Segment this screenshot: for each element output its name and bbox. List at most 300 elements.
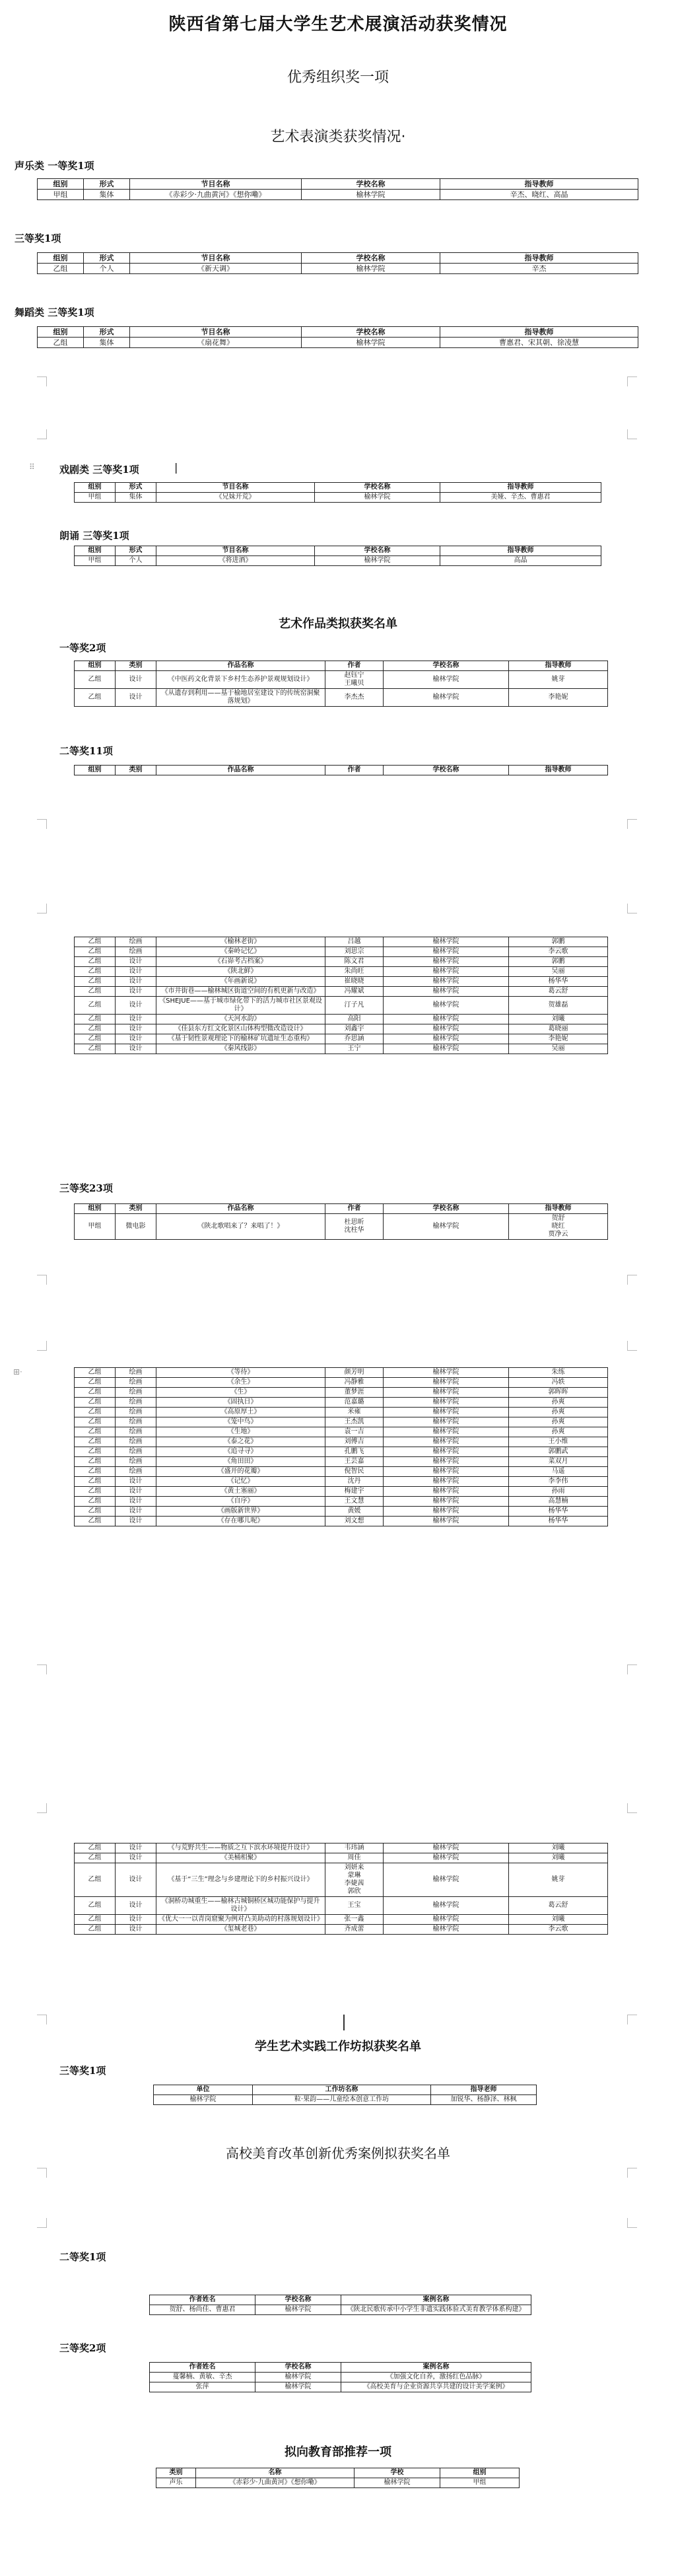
table-row: [75, 1467, 608, 1477]
reform-heading: 高校美育改革创新优秀案例拟获奖名单: [226, 2145, 450, 2161]
table-cell: 董梦涯: [325, 1388, 384, 1398]
table-cell: 乙组: [75, 1457, 116, 1467]
table-cell: 集体: [84, 190, 130, 200]
table-row: [75, 1897, 608, 1915]
column-header: 组别: [75, 661, 116, 671]
table-cell: 《记忆》: [156, 1477, 325, 1487]
works-third-prize-label: 三等奖23项: [59, 1182, 113, 1194]
column-header: 组别: [75, 1204, 116, 1214]
column-header: 组别: [440, 2468, 520, 2478]
table-cell: 《泰之花》: [156, 1437, 325, 1447]
table-cell: 乙组: [75, 1034, 116, 1044]
table-cell: 乙组: [38, 264, 84, 274]
table-header-row: [75, 661, 608, 671]
dance-award-table: [37, 326, 638, 348]
column-header: 节目名称: [130, 253, 302, 264]
table-cell: 乙组: [75, 1015, 116, 1024]
page-corner-mark: [627, 819, 637, 829]
table-cell: 榆林学院: [384, 1417, 509, 1427]
table-cell: 高晶: [440, 556, 601, 566]
table-cell: 吴丽: [509, 1044, 608, 1054]
text-cursor: |: [174, 461, 178, 474]
table-header-row: [156, 2468, 520, 2478]
table-cell: 声乐: [156, 2478, 196, 2488]
table-cell: 榆林学院: [384, 997, 509, 1015]
table-cell: 郭鹏武: [509, 1447, 608, 1457]
table-cell: 榆林学院: [315, 493, 440, 503]
table-cell: 绘画: [116, 1388, 156, 1398]
table-cell: 设计: [116, 1925, 156, 1935]
table-cell: 《黄土塞丽》: [156, 1487, 325, 1497]
page-title: 陕西省第七届大学生艺术展演活动获奖情况: [168, 15, 508, 34]
table-cell: 《加强文化自养，激扬红色品脉》: [341, 2373, 531, 2382]
table-cell: 杨华华: [509, 977, 608, 987]
table-cell: 设计: [116, 1024, 156, 1034]
table-cell: 《洞桥功城重生——榆林古城铜桥区城功能保护与提升设计》: [156, 1897, 325, 1915]
table-cell: 榆林学院: [384, 1853, 509, 1863]
table-row: [75, 1437, 608, 1447]
table-cell: 李杰杰: [325, 689, 384, 707]
table-cell: 《天河水韵》: [156, 1015, 325, 1024]
column-header: 学校名称: [302, 327, 440, 338]
table-cell: 刘文想: [325, 1517, 384, 1526]
table-cell: 《基于韧性景观理论下的榆林矿坑遗址生态重构》: [156, 1034, 325, 1044]
table-cell: 乙组: [75, 1044, 116, 1054]
table-row: [75, 1457, 608, 1467]
table-cell: 乙组: [75, 957, 116, 967]
table-cell: 蔓馨楠、黄敏、辛杰: [150, 2373, 255, 2382]
table-cell: 《追寻寻》: [156, 1447, 325, 1457]
table-row: [75, 977, 608, 987]
table-cell: 刘曦: [509, 1015, 608, 1024]
performance-heading: 艺术表演类获奖情况·: [270, 129, 406, 145]
table-row: [75, 1915, 608, 1925]
column-header: 节目名称: [156, 546, 315, 556]
table-row: [75, 556, 601, 566]
table-row: [75, 967, 608, 977]
table-cell: 乙组: [75, 671, 116, 689]
text-cursor-bar: [343, 2015, 345, 2030]
drama-award-table: [74, 482, 601, 503]
table-cell: 榆林学院: [384, 1408, 509, 1417]
table-cell: 曹惠君、宋其朝、徐凌慧: [440, 338, 638, 348]
table-cell: 乙组: [75, 987, 116, 997]
table-cell: 《佳县东方红文化景区山体构型微改造设计》: [156, 1024, 325, 1034]
table-row: [75, 957, 608, 967]
page-corner-mark: [627, 1341, 637, 1351]
column-header: 工作坊名称: [253, 2085, 431, 2095]
table-cell: 李云歌: [509, 1925, 608, 1935]
page-corner-mark: [37, 819, 47, 829]
table-row: [75, 937, 608, 947]
table-cell: 范嘉璐: [325, 1398, 384, 1408]
table-cell: 《秦风线影》: [156, 1044, 325, 1054]
table-cell: 乙组: [75, 1024, 116, 1034]
table-cell: 设计: [116, 1863, 156, 1897]
table-cell: 设计: [116, 689, 156, 707]
table-cell: 高慧楠: [509, 1497, 608, 1507]
table-cell: 榆林学院: [384, 967, 509, 977]
column-header: 组别: [38, 253, 84, 264]
column-header: 形式: [84, 327, 130, 338]
table-cell: 乙组: [75, 1897, 116, 1915]
column-header: 作者姓名: [150, 2295, 255, 2305]
column-header: 指导教师: [509, 1204, 608, 1214]
table-cell: 张一鑫: [325, 1915, 384, 1925]
column-header: 学校名称: [384, 1204, 509, 1214]
column-header: 单位: [154, 2085, 253, 2095]
table-cell: 乙组: [75, 1487, 116, 1497]
table-cell: 葛晓丽: [509, 1024, 608, 1034]
table-cell: 榆林学院: [384, 937, 509, 947]
column-header: 形式: [84, 179, 130, 190]
table-header-row: [150, 2295, 531, 2305]
table-header-row: [75, 1204, 608, 1214]
page-corner-mark: [37, 2218, 47, 2228]
works-third-prize-table-cont: [74, 1843, 608, 1935]
table-cell: 榆林学院: [384, 1477, 509, 1487]
table-cell: 《陕北歌唱来了？来唱了！》: [156, 1214, 325, 1240]
table-header-row: [75, 546, 601, 556]
table-cell: 榆林学院: [384, 1517, 509, 1526]
table-cell: 崔晓晓: [325, 977, 384, 987]
column-header: 形式: [84, 253, 130, 264]
table-cell: 绘画: [116, 1437, 156, 1447]
table-row: [75, 1487, 608, 1497]
table-cell: 《笼中鸟》: [156, 1417, 325, 1427]
table-cell: 榆林学院: [384, 1447, 509, 1457]
table-cell: 菜双月: [509, 1457, 608, 1467]
table-row: [75, 1863, 608, 1897]
table-row: [75, 1447, 608, 1457]
table-handle-icon[interactable]: ⊞·: [13, 1367, 22, 1377]
table-cell: 颜芳明: [325, 1368, 384, 1378]
table-row: [75, 1427, 608, 1437]
works-second-prize-table: [74, 937, 608, 1054]
table-cell: 贺雄磊: [509, 997, 608, 1015]
column-header: 指导教师: [440, 483, 601, 493]
table-cell: 《年画新说》: [156, 977, 325, 987]
table-cell: 贺舒 晓红 贾净云: [509, 1214, 608, 1240]
studio-award-label: 三等奖1项: [59, 2065, 106, 2077]
table-row: [38, 190, 638, 200]
works-second-prize-label: 二等奖11项: [59, 745, 113, 757]
column-header: 组别: [75, 766, 116, 775]
table-cell: 梅建宇: [325, 1487, 384, 1497]
column-header: 指导教师: [440, 546, 601, 556]
table-cell: 孙雨: [509, 1487, 608, 1497]
table-cell: 《玺城老巷》: [156, 1925, 325, 1935]
table-header-row: [154, 2085, 537, 2095]
table-cell: 设计: [116, 967, 156, 977]
table-cell: 《石峁考古档案》: [156, 957, 325, 967]
table-cell: 郭晖晖: [509, 1388, 608, 1398]
table-cell: 刘妍来 蒙琳 李婕茜 郭欣: [325, 1863, 384, 1897]
column-header: 节目名称: [130, 179, 302, 190]
table-cell: 榆林学院: [384, 1034, 509, 1044]
table-cell: 乙组: [75, 937, 116, 947]
table-cell: 《画版新世界》: [156, 1507, 325, 1517]
table-cell: 个人: [116, 556, 156, 566]
table-cell: 乙组: [75, 977, 116, 987]
table-cell: 绘画: [116, 1378, 156, 1388]
page-corner-mark: [627, 1664, 637, 1674]
table-cell: 榆林学院: [384, 1378, 509, 1388]
table-cell: 乙组: [75, 1925, 116, 1935]
table-row: [75, 689, 608, 707]
table-cell: 榆林学院: [384, 1427, 509, 1437]
table-cell: 绘画: [116, 1398, 156, 1408]
table-cell: 乙组: [75, 1427, 116, 1437]
table-cell: 沈丹: [325, 1477, 384, 1487]
table-cell: 粒·果韵——儿童绘本创意工作坊: [253, 2095, 431, 2105]
table-cell: 王宁: [325, 1044, 384, 1054]
table-cell: 乔思涵: [325, 1034, 384, 1044]
table-cell: 《榆林老街》: [156, 937, 325, 947]
table-cell: 设计: [116, 1517, 156, 1526]
table-cell: 甲组: [75, 556, 116, 566]
reform-second-table: [149, 2295, 531, 2315]
table-row: [150, 2305, 531, 2315]
page-corner-mark: [627, 1275, 637, 1285]
table-row: [75, 1034, 608, 1044]
table-cell: 《陕北鲜》: [156, 967, 325, 977]
table-cell: 榆林学院: [384, 1507, 509, 1517]
table-cell: 设计: [116, 1015, 156, 1024]
table-cell: 孙爽: [509, 1417, 608, 1427]
column-header: 案例名称: [341, 2295, 531, 2305]
column-header: 类别: [156, 2468, 196, 2478]
table-cell: 吴丽: [509, 967, 608, 977]
table-cell: 杨华华: [509, 1507, 608, 1517]
column-header: 指导教师: [440, 327, 638, 338]
column-header: 类别: [116, 1204, 156, 1214]
table-cell: 姚芽: [509, 1863, 608, 1897]
table-cell: 马遥: [509, 1467, 608, 1477]
column-header: 节目名称: [156, 483, 315, 493]
table-cell: 加锐华、杨静泽、林枫: [431, 2095, 537, 2105]
table-cell: 齐成蕾: [325, 1925, 384, 1935]
column-header: 学校名称: [384, 766, 509, 775]
column-header: 组别: [38, 179, 84, 190]
table-row: [75, 671, 608, 689]
table-cell: 张萍: [150, 2382, 255, 2392]
table-cell: 榆林学院: [384, 1214, 509, 1240]
table-cell: 贺舒、杨尚佳、曹惠君: [150, 2305, 255, 2315]
table-cell: 榆林学院: [315, 556, 440, 566]
table-cell: 王杰凯: [325, 1417, 384, 1427]
page-corner-mark: [37, 376, 47, 386]
table-cell: 王小维: [509, 1437, 608, 1447]
table-row: [75, 1497, 608, 1507]
table-cell: 刘思宗: [325, 947, 384, 957]
table-row: [38, 264, 638, 274]
table-cell: 设计: [116, 1034, 156, 1044]
table-row: [75, 1417, 608, 1427]
table-row: [75, 1517, 608, 1526]
page-corner-mark: [37, 904, 47, 913]
table-cell: 《赤彩少·九曲黄河》《想你嘞》: [196, 2478, 355, 2488]
column-header: 学校名称: [384, 661, 509, 671]
table-cell: 乙组: [75, 1388, 116, 1398]
table-cell: 榆林学院: [355, 2478, 440, 2488]
column-header: 作品名称: [156, 1204, 325, 1214]
table-cell: 绘画: [116, 937, 156, 947]
column-header: 指导教师: [509, 661, 608, 671]
table-cell: 李艳妮: [509, 689, 608, 707]
studio-heading: 学生艺术实践工作坊拟获奖名单: [255, 2040, 421, 2054]
table-cell: 辛杰、晓红、高晶: [440, 190, 638, 200]
column-header: 学校名称: [315, 483, 440, 493]
table-cell: 微电影: [116, 1214, 156, 1240]
table-cell: 陈文君: [325, 957, 384, 967]
drag-handle-icon[interactable]: ⠿: [29, 462, 35, 472]
table-cell: 绘画: [116, 1457, 156, 1467]
page-corner-mark: [627, 904, 637, 913]
table-cell: 设计: [116, 1897, 156, 1915]
table-cell: 郭鹏: [509, 957, 608, 967]
vocal-award-label: 声乐类 一等奖1项: [15, 160, 94, 172]
table-cell: 《市井街巷——榆林城区街道空间的有机更新与改造》: [156, 987, 325, 997]
table-row: [75, 1368, 608, 1378]
table-row: [150, 2373, 531, 2382]
table-cell: 乙组: [75, 997, 116, 1015]
table-row: [156, 2478, 520, 2488]
reform-second-label: 二等奖1项: [59, 2251, 106, 2263]
table-cell: 乙组: [75, 1417, 116, 1427]
table-cell: 设计: [116, 671, 156, 689]
table-cell: 乙组: [75, 1437, 116, 1447]
table-cell: 榆林学院: [384, 1457, 509, 1467]
table-cell: 绘画: [116, 1467, 156, 1477]
column-header: 作者: [325, 1204, 384, 1214]
table-cell: 汀子凡: [325, 997, 384, 1015]
table-header-row: [75, 766, 608, 775]
column-header: 学校名称: [255, 2295, 341, 2305]
column-header: 作者: [325, 661, 384, 671]
table-cell: 孙爽: [509, 1427, 608, 1437]
table-row: [150, 2382, 531, 2392]
dance-award-label: 舞蹈类 三等奖1项: [15, 306, 94, 318]
column-header: 作者姓名: [150, 2363, 255, 2373]
table-row: [75, 1853, 608, 1863]
table-cell: 《SHEJUE——基于城市绿化带下的活力城市社区景观设计》: [156, 997, 325, 1015]
table-cell: 《角田田》: [156, 1457, 325, 1467]
column-header: 指导教师: [509, 766, 608, 775]
table-cell: 个人: [84, 264, 130, 274]
works-third-prize-header-table: [74, 1203, 608, 1240]
table-row: [75, 1408, 608, 1417]
table-cell: 甲组: [38, 190, 84, 200]
page-corner-mark: [37, 2168, 47, 2178]
column-header: 组别: [38, 327, 84, 338]
table-cell: 甲组: [75, 1214, 116, 1240]
recital-award-table: [74, 546, 601, 566]
page-corner-mark: [627, 2168, 637, 2178]
table-cell: 《兄妹开荒》: [156, 493, 315, 503]
table-cell: 孔鹏飞: [325, 1447, 384, 1457]
table-cell: 设计: [116, 977, 156, 987]
ministry-heading: 拟向教育部推荐一项: [285, 2445, 391, 2459]
table-cell: 榆林学院: [384, 1487, 509, 1497]
table-cell: 设计: [116, 1507, 156, 1517]
table-cell: 绘画: [116, 1408, 156, 1417]
table-cell: 乙组: [75, 1507, 116, 1517]
table-cell: 《余生》: [156, 1378, 325, 1388]
table-cell: 集体: [84, 338, 130, 348]
table-cell: 设计: [116, 1843, 156, 1853]
table-cell: 孙爽: [509, 1398, 608, 1408]
ministry-table: [156, 2468, 520, 2488]
table-cell: 朱尚旺: [325, 967, 384, 977]
table-cell: 《美桶相聚》: [156, 1853, 325, 1863]
table-cell: 绘画: [116, 1427, 156, 1437]
table-cell: 姚芽: [509, 671, 608, 689]
table-cell: 乙组: [75, 689, 116, 707]
table-cell: 倪智民: [325, 1467, 384, 1477]
table-cell: 李云歌: [509, 947, 608, 957]
column-header: 学校名称: [315, 546, 440, 556]
table-cell: 《将进酒》: [156, 556, 315, 566]
table-row: [75, 997, 608, 1015]
table-row: [75, 1378, 608, 1388]
column-header: 学校名称: [302, 253, 440, 264]
table-cell: 乙组: [75, 1915, 116, 1925]
table-cell: 杜思昕 沈柱华: [325, 1214, 384, 1240]
table-row: [75, 1925, 608, 1935]
table-cell: 周佳: [325, 1853, 384, 1863]
studio-award-table: [153, 2085, 537, 2105]
table-cell: 榆林学院: [302, 338, 440, 348]
table-cell: 孙爽: [509, 1408, 608, 1417]
table-cell: 榆林学院: [384, 1437, 509, 1447]
table-cell: 乙组: [75, 1497, 116, 1507]
table-cell: 吕越: [325, 937, 384, 947]
table-cell: 郭鹏: [509, 937, 608, 947]
table-cell: 乙组: [75, 1368, 116, 1378]
table-cell: 《秦岭记忆》: [156, 947, 325, 957]
table-cell: 乙组: [38, 338, 84, 348]
table-row: [75, 1214, 608, 1240]
table-row: [75, 1015, 608, 1024]
page-corner-mark: [627, 1803, 637, 1813]
table-cell: 王宝: [325, 1897, 384, 1915]
page-corner-mark: [627, 376, 637, 386]
table-cell: 《优大一一以青岗窟聚为例对凸美助动的村落规划设计》: [156, 1915, 325, 1925]
table-header-row: [38, 327, 638, 338]
works-second-prize-header-table: [74, 765, 608, 775]
table-cell: 乙组: [75, 1447, 116, 1457]
table-cell: 榆林学院: [255, 2373, 341, 2382]
table-cell: 杨华华: [509, 1517, 608, 1526]
table-cell: 袁一吉: [325, 1427, 384, 1437]
column-header: 组别: [75, 546, 116, 556]
table-cell: 绘画: [116, 947, 156, 957]
table-cell: 《从遗存到利用——基于榆地居室建设下的传统窑洞聚落规划》: [156, 689, 325, 707]
table-row: [75, 1843, 608, 1853]
table-cell: 设计: [116, 1497, 156, 1507]
table-cell: 《中医药文化背景下乡村生态养护景观规划设计》: [156, 671, 325, 689]
table-cell: 榆林学院: [384, 689, 509, 707]
table-cell: 榆林学院: [384, 1467, 509, 1477]
page-corner-mark: [627, 2015, 637, 2024]
table-cell: 韦玮涵: [325, 1843, 384, 1853]
column-header: 作品名称: [156, 661, 325, 671]
page-corner-mark: [37, 1803, 47, 1813]
table-cell: 乙组: [75, 1398, 116, 1408]
page-corner-mark: [627, 2218, 637, 2228]
column-header: 学校名称: [255, 2363, 341, 2373]
